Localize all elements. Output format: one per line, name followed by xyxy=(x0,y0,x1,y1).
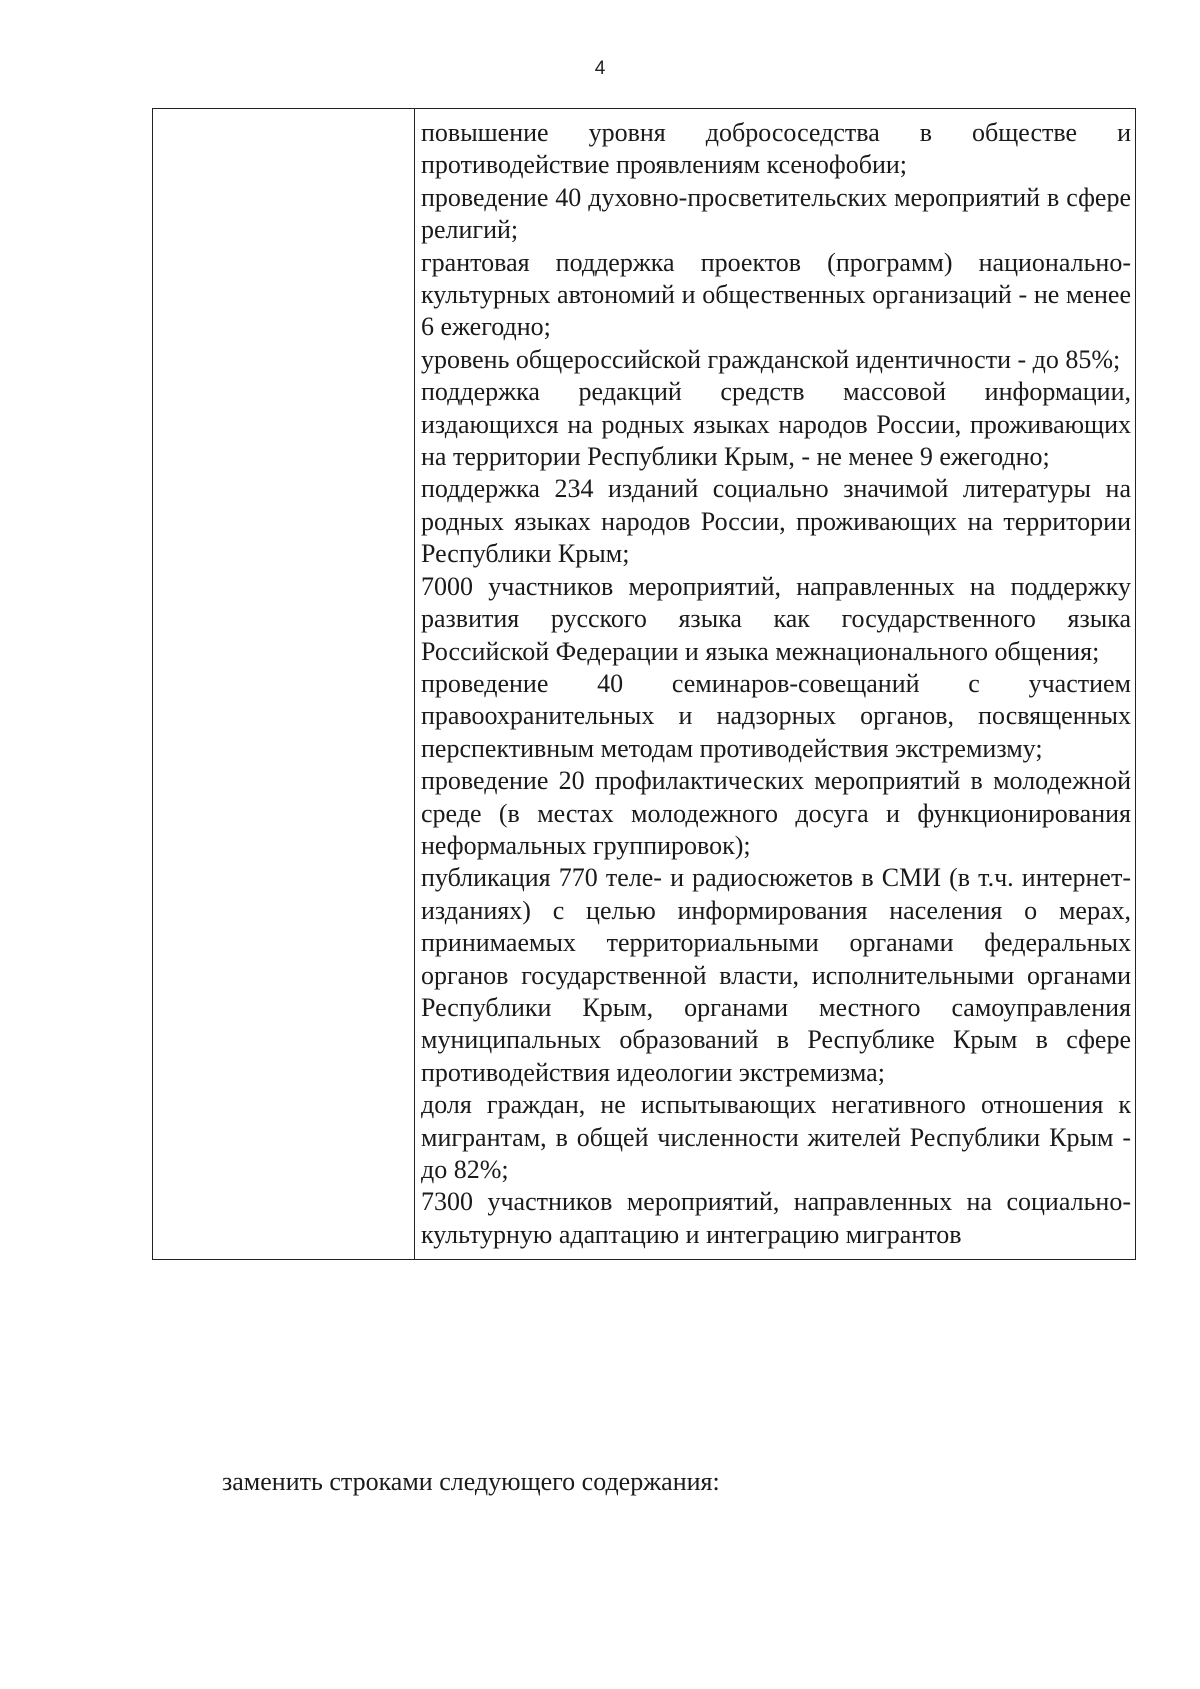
table-cell-right xyxy=(415,109,1136,1260)
list-item: уровень общероссийской гражданской идентичности - до 85%; xyxy=(421,344,1121,374)
table-cell-left xyxy=(153,109,415,1260)
list-item: проведение 40 семинаров-совещаний с участием правоохранительных и надзорных органов, посвященных перспективным методам противодействия экстремизму; xyxy=(421,668,1131,763)
list-item: 7000 участников мероприятий, направленных на поддержку развития русского языка как государственного языка Российской Федерации и языка межнационального общения; xyxy=(421,571,1131,666)
table-row xyxy=(153,109,1136,1260)
list-item: повышение уровня добрососедства в обществе и противодействие проявлениям ксенофобии; xyxy=(421,118,1131,180)
page-number: 4 xyxy=(594,58,606,79)
list-item: доля граждан, не испытывающих негативного отношения к мигрантам, в общей численности жителей Республики Крым - до 82%; xyxy=(421,1090,1131,1184)
footer-text: заменить строками следующего содержания: xyxy=(222,1467,720,1496)
list-item: проведение 40 духовно-просветительских мероприятий в сфере религий; xyxy=(421,182,1131,245)
list-item: публикация 770 теле- и радиосюжетов в СМИ (в т.ч. интернет-изданиях) с целью информирования населения о мерах, принимаемых территориальными органами федеральных органов государственной власти, исполнительными органами Республики Крым, органами местного самоуправления муниципальных образований в Республике Крым в сфере противодействия идеологии экстремизма; xyxy=(421,863,1131,1087)
list-item: 7300 участников мероприятий, направленных на социально-культурную адаптацию и интеграцию мигрантов xyxy=(421,1187,1131,1249)
list-item: грантовая поддержка проектов (программ) национально-культурных автономий и общественных организаций - не менее 6 ежегодно; xyxy=(421,247,1131,342)
list-item: проведение 20 профилактических мероприятий в молодежной среде (в местах молодежного досуга и функционирования неформальных группировок); xyxy=(421,766,1131,860)
list-item: поддержка 234 изданий социально значимой литературы на родных языках народов России, проживающих на территории Республики Крым; xyxy=(421,474,1131,569)
list-item: поддержка редакций средств массовой информации, издающихся на родных языках народов России, проживающих на территории Республики Крым, - не менее 9 ежегодно; xyxy=(421,377,1131,472)
indicators-table xyxy=(152,108,1136,1260)
